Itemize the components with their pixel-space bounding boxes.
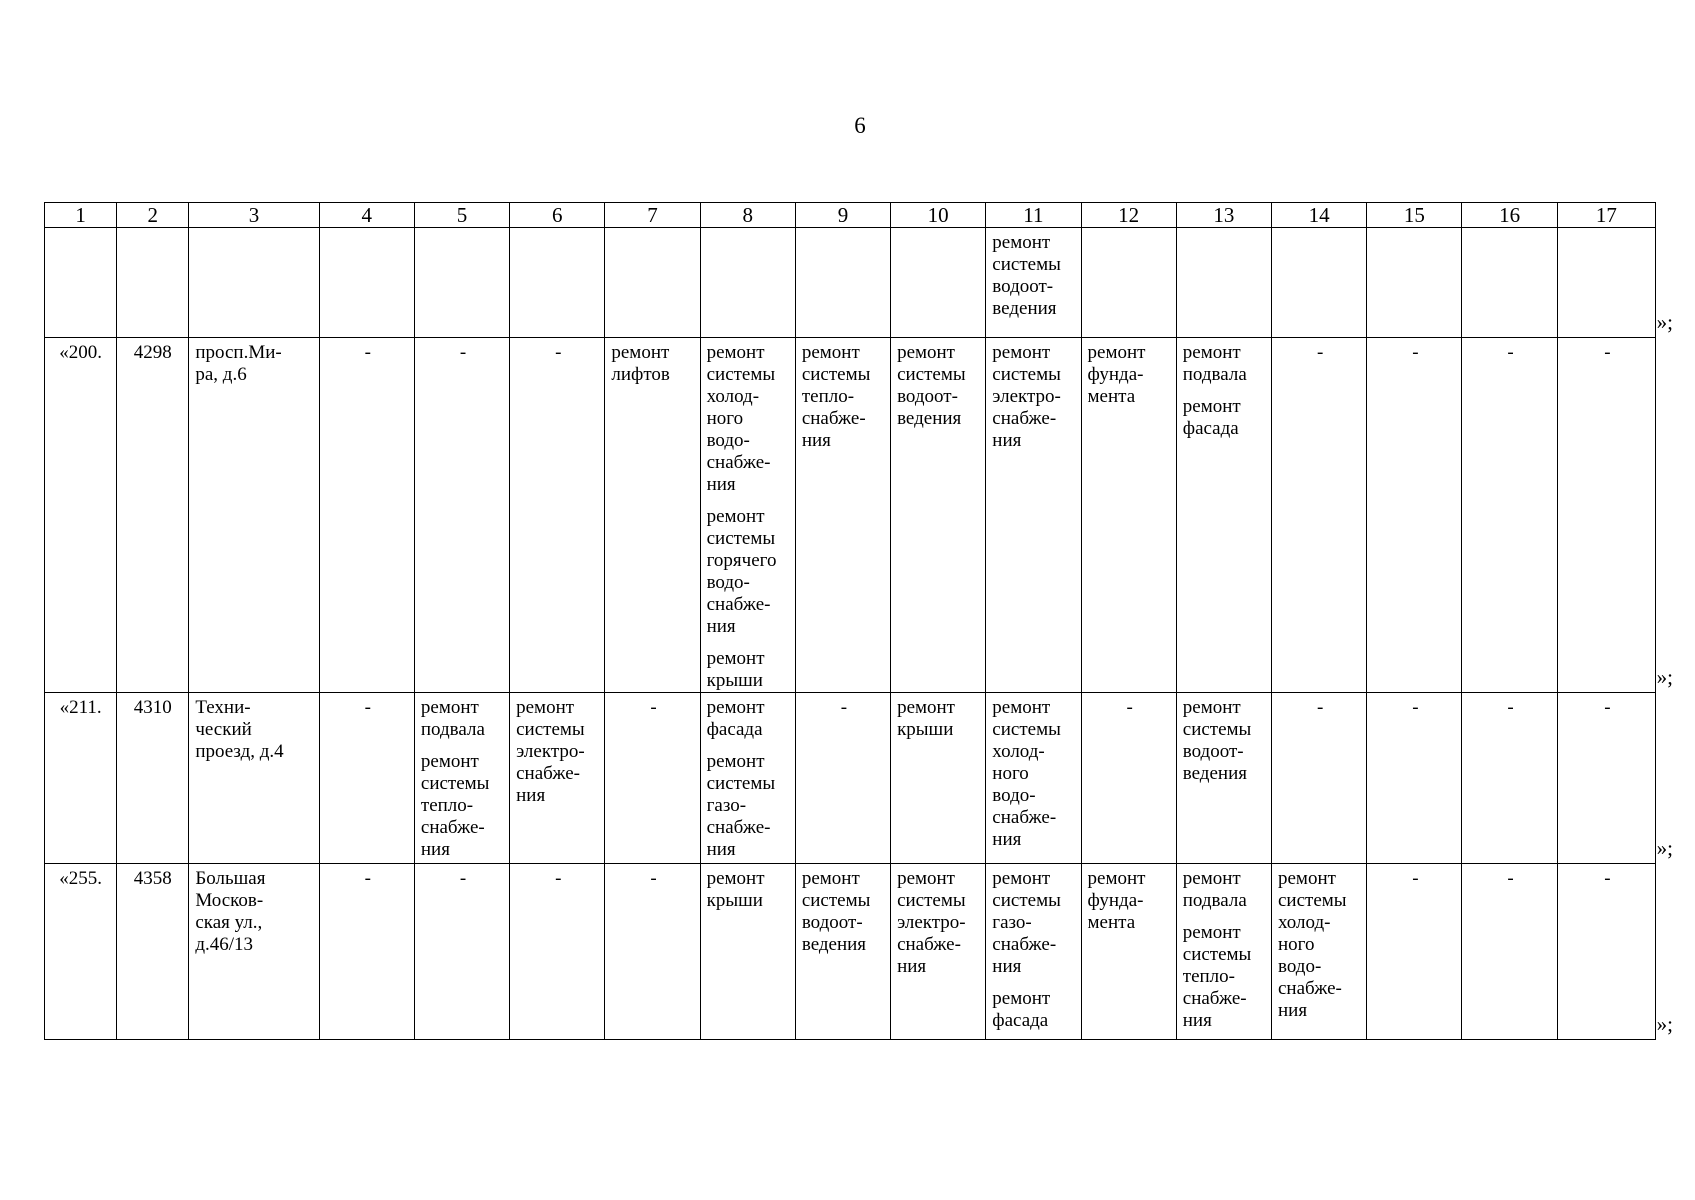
cell-entry: - — [364, 868, 371, 889]
cell-col-17 — [1557, 338, 1655, 693]
cell-col-17 — [1557, 864, 1655, 1040]
cell-col-4 — [319, 228, 414, 338]
table-row — [45, 693, 1656, 864]
cell-col-8 — [700, 228, 795, 338]
header-row — [45, 203, 1656, 228]
column-header-13: 13 — [1176, 203, 1271, 228]
page-number: 6 — [854, 113, 866, 138]
cell-col-6 — [510, 338, 605, 693]
cell-entry: - — [650, 868, 657, 889]
cell-col-10 — [891, 228, 986, 338]
cell-entry: ремонт системы газо- снабже- ния — [706, 751, 776, 860]
cell-col-5 — [414, 864, 509, 1040]
cell-col-7 — [605, 228, 700, 338]
cell-entry: ремонт системы тепло- снабже- ния — [801, 342, 871, 451]
column-header-4: 4 — [319, 203, 414, 228]
cell-entry: «200. — [59, 342, 102, 363]
cell-col-15 — [1367, 338, 1462, 693]
cell-entry: ремонт фасада — [992, 988, 1051, 1031]
cell-col-1 — [45, 864, 117, 1040]
cell-col-13 — [1176, 338, 1271, 693]
cell-entry: ремонт крыши — [897, 697, 955, 740]
cell-col-10 — [891, 338, 986, 693]
cell-entry: ремонт системы холод- ного водо- снабже- ния — [992, 697, 1061, 850]
cell-col-7 — [605, 338, 700, 693]
cell-entry: ремонт системы электро- снабже- ния — [992, 342, 1061, 451]
cell-col-1 — [45, 228, 117, 338]
cell-col-9 — [795, 693, 890, 864]
cell-col-9 — [795, 864, 890, 1040]
cell-col-11 — [986, 228, 1081, 338]
cell-col-15 — [1367, 228, 1462, 338]
cell-col-4 — [319, 338, 414, 693]
cell-entry: ремонт подвала — [420, 697, 485, 740]
cell-entry: - — [459, 342, 467, 363]
cell-col-8 — [700, 864, 795, 1040]
column-header-15: 15 — [1367, 203, 1462, 228]
cell-entry: - — [459, 868, 467, 889]
cell-col-14 — [1272, 228, 1367, 338]
cell-entry: ремонт системы тепло- снабже- ния — [1182, 922, 1252, 1031]
cell-col-6 — [510, 693, 605, 864]
cell-col-3 — [189, 864, 319, 1040]
table-body — [45, 228, 1656, 1040]
cell-col-3 — [189, 338, 319, 693]
cell-entry: ремонт системы холод- ного водо- снабже- ния — [1278, 868, 1347, 1021]
table-row — [45, 864, 1656, 1040]
cell-col-16 — [1462, 693, 1557, 864]
column-header-17: 17 — [1557, 203, 1655, 228]
column-header-12: 12 — [1081, 203, 1176, 228]
table-row — [45, 338, 1656, 693]
cell-col-11 — [986, 864, 1081, 1040]
column-header-7: 7 — [605, 203, 700, 228]
cell-entry: 4298 — [133, 342, 172, 363]
cell-entry: Большая Москов- ская ул., д.46/13 — [195, 868, 266, 955]
cell-entry: - — [555, 342, 562, 363]
cell-entry: - — [1316, 342, 1324, 363]
cell-col-13 — [1176, 693, 1271, 864]
cell-col-8 — [700, 693, 795, 864]
cell-entry: - — [650, 697, 657, 718]
cell-entry: ремонт системы водоот- ведения — [992, 232, 1061, 319]
row-end-marker: »; — [1656, 309, 1673, 334]
cell-entry: 4310 — [133, 697, 172, 718]
cell-entry: - — [555, 868, 562, 889]
cell-col-15 — [1367, 693, 1462, 864]
cell-col-14 — [1272, 693, 1367, 864]
row-end-marker: »; — [1656, 1011, 1673, 1036]
column-header-10: 10 — [891, 203, 986, 228]
column-header-1: 1 — [45, 203, 117, 228]
cell-col-5 — [414, 693, 509, 864]
cell-col-16 — [1462, 338, 1557, 693]
column-header-11: 11 — [986, 203, 1081, 228]
cell-col-5 — [414, 228, 509, 338]
cell-col-12 — [1081, 338, 1176, 693]
cell-entry: - — [1412, 342, 1419, 363]
cell-col-15 — [1367, 864, 1462, 1040]
cell-col-8 — [700, 338, 795, 693]
cell-entry: ремонт фунда- мента — [1087, 342, 1146, 407]
cell-col-17 — [1557, 228, 1655, 338]
cell-entry: - — [840, 697, 848, 718]
cell-col-1 — [45, 693, 117, 864]
cell-entry: ремонт фасада — [1182, 396, 1241, 439]
cell-col-17 — [1557, 693, 1655, 864]
cell-entry: ремонт системы электро- снабже- ния — [516, 697, 585, 806]
cell-entry: - — [1604, 342, 1611, 363]
cell-entry: просп.Ми- ра, д.6 — [195, 342, 282, 385]
cell-col-9 — [795, 338, 890, 693]
cell-entry: - — [364, 342, 371, 363]
cell-col-11 — [986, 338, 1081, 693]
row-end-marker: »; — [1656, 664, 1673, 689]
cell-entry: - — [1507, 697, 1514, 718]
column-header-6: 6 — [510, 203, 605, 228]
cell-col-3 — [189, 693, 319, 864]
cell-col-2 — [117, 228, 189, 338]
cell-col-13 — [1176, 228, 1271, 338]
cell-col-11 — [986, 693, 1081, 864]
row-end-marker: »; — [1656, 835, 1673, 860]
cell-entry: Техни- ческий проезд, д.4 — [195, 697, 284, 762]
cell-col-16 — [1462, 864, 1557, 1040]
column-header-9: 9 — [795, 203, 890, 228]
cell-col-14 — [1272, 338, 1367, 693]
cell-col-10 — [891, 864, 986, 1040]
table-row — [45, 228, 1656, 338]
cell-entry: ремонт подвала — [1182, 868, 1247, 911]
cell-col-5 — [414, 338, 509, 693]
cell-entry: ремонт системы тепло- снабже- ния — [420, 751, 490, 860]
column-header-5: 5 — [414, 203, 509, 228]
cell-entry: «255. — [59, 868, 102, 889]
cell-col-6 — [510, 864, 605, 1040]
cell-entry: - — [1412, 697, 1419, 718]
cell-col-10 — [891, 693, 986, 864]
cell-col-6 — [510, 228, 605, 338]
column-header-16: 16 — [1462, 203, 1557, 228]
repair-schedule-table — [44, 202, 1656, 1040]
cell-col-7 — [605, 693, 700, 864]
cell-col-7 — [605, 864, 700, 1040]
cell-col-4 — [319, 864, 414, 1040]
cell-entry: ремонт фунда- мента — [1087, 868, 1146, 933]
cell-col-4 — [319, 693, 414, 864]
column-header-8: 8 — [700, 203, 795, 228]
cell-entry: - — [1507, 342, 1514, 363]
cell-entry: - — [1316, 697, 1324, 718]
cell-col-2 — [117, 693, 189, 864]
cell-entry: ремонт системы водоот- ведения — [801, 868, 871, 955]
cell-entry: ремонт системы водоот- ведения — [1182, 697, 1252, 784]
cell-entry: ремонт подвала — [1182, 342, 1247, 385]
cell-col-12 — [1081, 864, 1176, 1040]
cell-entry: ремонт фасада — [706, 697, 765, 740]
cell-entry: - — [1126, 697, 1133, 718]
cell-entry: ремонт крыши — [706, 868, 765, 911]
cell-entry: ремонт системы холод- ного водо- снабже- ния — [706, 342, 776, 495]
cell-col-16 — [1462, 228, 1557, 338]
cell-col-1 — [45, 338, 117, 693]
cell-entry: ремонт лифтов — [611, 342, 670, 385]
cell-col-14 — [1272, 864, 1367, 1040]
cell-col-9 — [795, 228, 890, 338]
cell-col-13 — [1176, 864, 1271, 1040]
cell-col-2 — [117, 864, 189, 1040]
cell-entry: ремонт системы электро- снабже- ния — [897, 868, 966, 977]
cell-entry: - — [1507, 868, 1514, 889]
column-header-2: 2 — [117, 203, 189, 228]
cell-entry: - — [1412, 868, 1419, 889]
cell-col-12 — [1081, 693, 1176, 864]
column-header-14: 14 — [1272, 203, 1367, 228]
cell-entry: - — [364, 697, 371, 718]
cell-entry: ремонт системы водоот- ведения — [897, 342, 966, 429]
cell-entry: ремонт системы горячего водо- снабже- ния — [706, 506, 777, 637]
cell-entry: «211. — [59, 697, 102, 718]
cell-entry: - — [1604, 697, 1611, 718]
cell-entry: ремонт системы газо- снабже- ния — [992, 868, 1061, 977]
cell-entry: - — [1604, 868, 1611, 889]
cell-entry: 4358 — [133, 868, 172, 889]
cell-entry: ремонт крыши — [706, 648, 765, 691]
column-header-3: 3 — [189, 203, 319, 228]
cell-col-3 — [189, 228, 319, 338]
cell-col-12 — [1081, 228, 1176, 338]
cell-col-2 — [117, 338, 189, 693]
